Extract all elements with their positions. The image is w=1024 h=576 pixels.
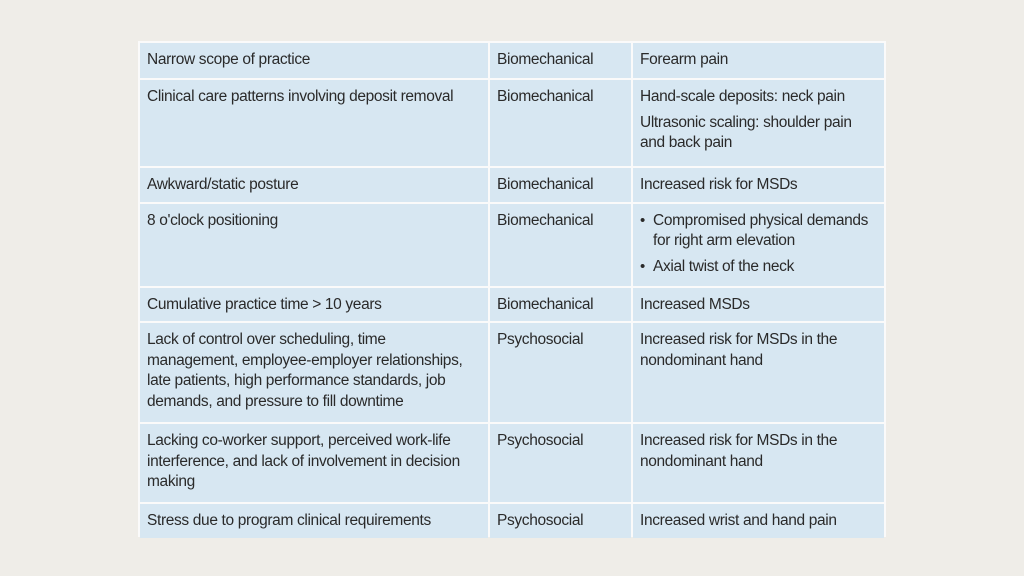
type-cell: Psychosocial: [490, 504, 631, 538]
table-row: [140, 288, 884, 322]
effect-text: Increased risk for MSDs in the nondominant hand: [640, 331, 838, 369]
table-row: [140, 168, 884, 202]
type-cell: Biomechanical: [490, 168, 631, 202]
type-cell: Biomechanical: [490, 204, 631, 286]
effect-cell: [633, 80, 884, 166]
table-row: [140, 80, 884, 166]
effect-cell: [633, 504, 884, 538]
bullet-item: [640, 211, 876, 252]
effect-cell: [633, 288, 884, 322]
factor-cell: 8 o'clock positioning: [140, 204, 488, 286]
effect-cell: [633, 204, 884, 286]
factor-cell: Awkward/static posture: [140, 168, 488, 202]
table-row: [140, 204, 884, 286]
effect-text: Increased risk for MSDs: [640, 176, 798, 193]
bullet-item: [640, 257, 876, 278]
effect-text: Forearm pain: [640, 51, 728, 68]
factor-cell: Lacking co-worker support, perceived work-life interference, and lack of involvement in decision making: [140, 424, 488, 502]
effect-text: Hand-scale deposits: neck pain: [640, 88, 845, 105]
effect-text: Increased MSDs: [640, 295, 750, 313]
table-row: [140, 323, 884, 422]
risk-factors-table: [138, 41, 886, 540]
factor-cell: Stress due to program clinical requirements: [140, 504, 488, 538]
factor-cell: Cumulative practice time > 10 years: [140, 288, 488, 322]
risk-factors-table-wrapper: [138, 41, 886, 537]
factor-cell: Narrow scope of practice: [140, 43, 488, 78]
table-row: [140, 43, 884, 78]
type-cell: Psychosocial: [490, 323, 631, 422]
type-cell: Biomechanical: [490, 43, 631, 78]
table-row: [140, 504, 884, 538]
type-cell: Biomechanical: [490, 80, 631, 166]
factor-cell: Lack of control over scheduling, time management, employee-employer relationships, late patients, high performance standards, job demands, and pressure to fill downtime: [140, 323, 488, 422]
factor-cell: Clinical care patterns involving deposit removal: [140, 80, 488, 166]
effect-cell: [633, 168, 884, 202]
bullet-icon: •: [640, 257, 645, 275]
table-row: [140, 424, 884, 502]
bullet-text: Axial twist of the neck: [653, 257, 794, 275]
effect-text: Increased wrist and hand pain: [640, 512, 837, 529]
effect-cell: [633, 43, 884, 78]
effect-text: Ultrasonic scaling: shoulder pain and back pain: [640, 113, 852, 151]
type-cell: Psychosocial: [490, 424, 631, 502]
effect-cell: [633, 424, 884, 502]
bullet-icon: •: [640, 211, 645, 229]
bullet-text: Compromised physical demands for right arm elevation: [653, 211, 869, 249]
type-cell: Biomechanical: [490, 288, 631, 322]
effect-cell: [633, 323, 884, 422]
effect-text: Increased risk for MSDs in the nondominant hand: [640, 432, 838, 470]
